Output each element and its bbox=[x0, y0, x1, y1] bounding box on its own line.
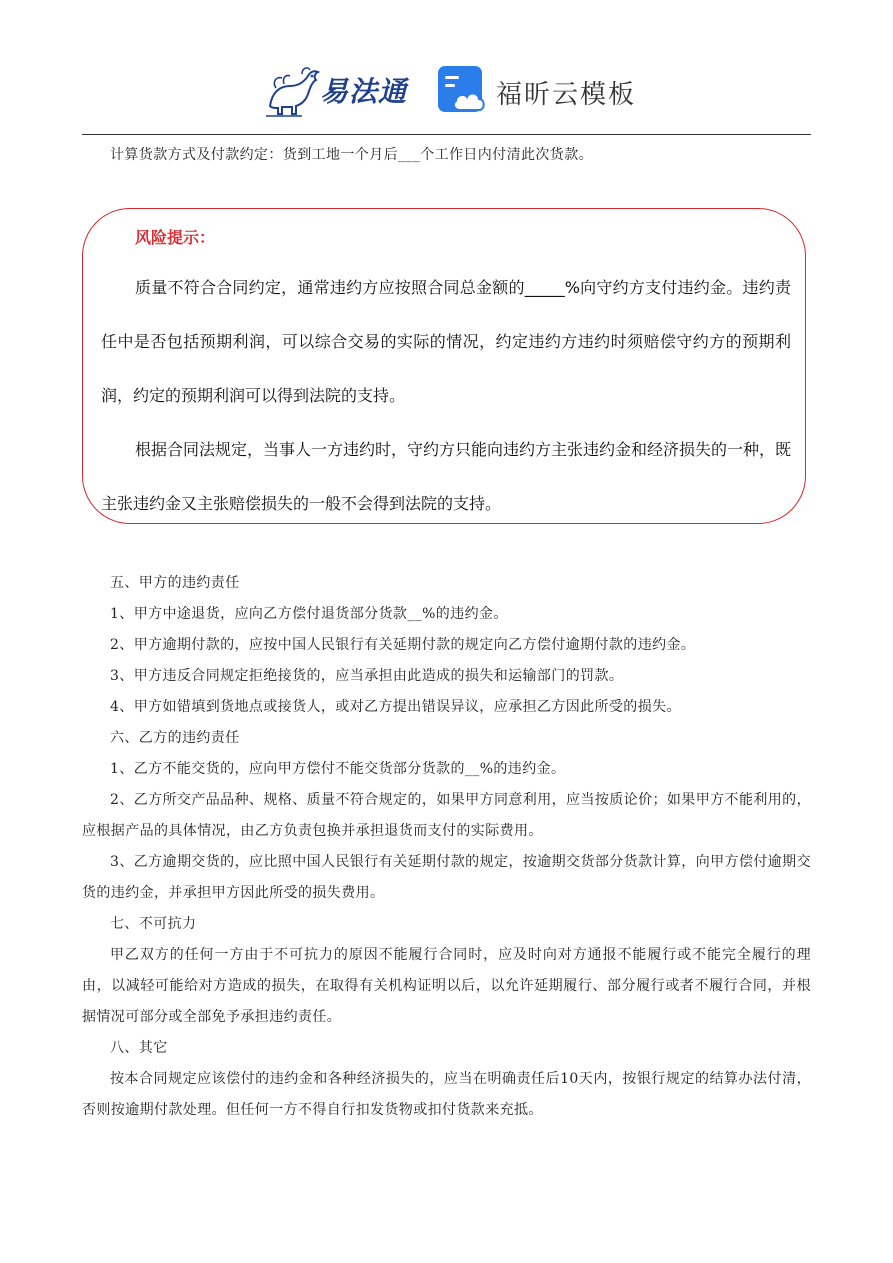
clause-paragraph: 1、乙方不能交货的，应向甲方偿付不能交货部分货款的__%的违约金。 bbox=[110, 761, 566, 777]
intro-paragraph bbox=[82, 140, 811, 171]
clause-paragraph: 按本合同规定应该偿付的违约金和各种经济损失的，应当在明确责任后10天内，按银行规定的结算办法付清，否则按逾期付款处理。但任何一方不得自行扣发货物或扣付货款来充抵。 bbox=[82, 1071, 811, 1118]
clause-paragraph: 3、乙方逾期交货的，应比照中国人民银行有关延期付款的规定，按逾期交货部分货款计算，向甲方偿付逾期交货的违约金，并承担甲方因此所受的损失费用。 bbox=[82, 854, 811, 901]
cloud-document-icon bbox=[436, 64, 488, 116]
contract-clauses bbox=[82, 568, 811, 1126]
risk-notice-body bbox=[101, 261, 791, 531]
qilin-icon bbox=[262, 62, 324, 120]
clause-paragraph: 1、甲方中途退货，应向乙方偿付退货部分货款__%的违约金。 bbox=[110, 606, 508, 622]
risk-notice-title: 风险提示： bbox=[135, 228, 216, 247]
section-heading-force-majeure: 七、不可抗力 bbox=[110, 916, 197, 932]
yifatong-wordmark: 易法通 bbox=[320, 75, 408, 108]
clause-paragraph: 甲乙双方的任何一方由于不可抗力的原因不能履行合同时，应及时向对方通报不能履行或不能完全履行的理由，以减轻可能给对方造成的损失，在取得有关机构证明以后，以允许延期履行、部分履行或者不履行合同，并根据情况可部分或全部免予承担违约责任。 bbox=[82, 947, 811, 1025]
clause-paragraph: 2、乙方所交产品品种、规格、质量不符合规定的，如果甲方同意利用，应当按质论价；如果甲方不能利用的，应根据产品的具体情况，由乙方负责包换并承担退货而支付的实际费用。 bbox=[82, 792, 811, 839]
risk-paragraph: 根据合同法规定，当事人一方违约时，守约方只能向违约方主张违约金和经济损失的一种，既主张违约金又主张赔偿损失的一般不会得到法院的支持。 bbox=[101, 440, 792, 513]
section-heading-other: 八、其它 bbox=[110, 1040, 168, 1056]
payment-terms-line: 计算货款方式及付款约定：货到工地一个月后___个工作日内付清此次货款。 bbox=[110, 147, 593, 163]
clause-paragraph: 4、甲方如错填到货地点或接货人，或对乙方提出错误异议，应承担乙方因此所受的损失。 bbox=[110, 699, 681, 715]
clause-paragraph: 2、甲方逾期付款的，应按中国人民银行有关延期付款的规定向乙方偿付逾期付款的违约金。 bbox=[110, 637, 696, 653]
risk-paragraph: 质量不符合合同约定，通常违约方应按照合同总金额的_____%向守约方支付违约金。违约责任中是否包括预期利润，可以综合交易的实际的情况，约定违约方违约时须赔偿守约方的预期利润，约定的预期利润可以得到法院的支持。 bbox=[101, 278, 791, 405]
page-header bbox=[0, 52, 893, 132]
header-divider bbox=[82, 134, 811, 135]
section-heading-party-a-liability: 五、甲方的违约责任 bbox=[110, 575, 240, 591]
clause-paragraph: 3、甲方违反合同规定拒绝接货的，应当承担由此造成的损失和运输部门的罚款。 bbox=[110, 668, 624, 684]
fuxin-template-logo bbox=[436, 62, 636, 120]
section-heading-party-b-liability: 六、乙方的违约责任 bbox=[110, 730, 240, 746]
yifatong-logo bbox=[262, 62, 412, 120]
risk-notice-box bbox=[82, 208, 806, 524]
fuxin-wordmark: 福昕云模板 bbox=[496, 80, 637, 110]
